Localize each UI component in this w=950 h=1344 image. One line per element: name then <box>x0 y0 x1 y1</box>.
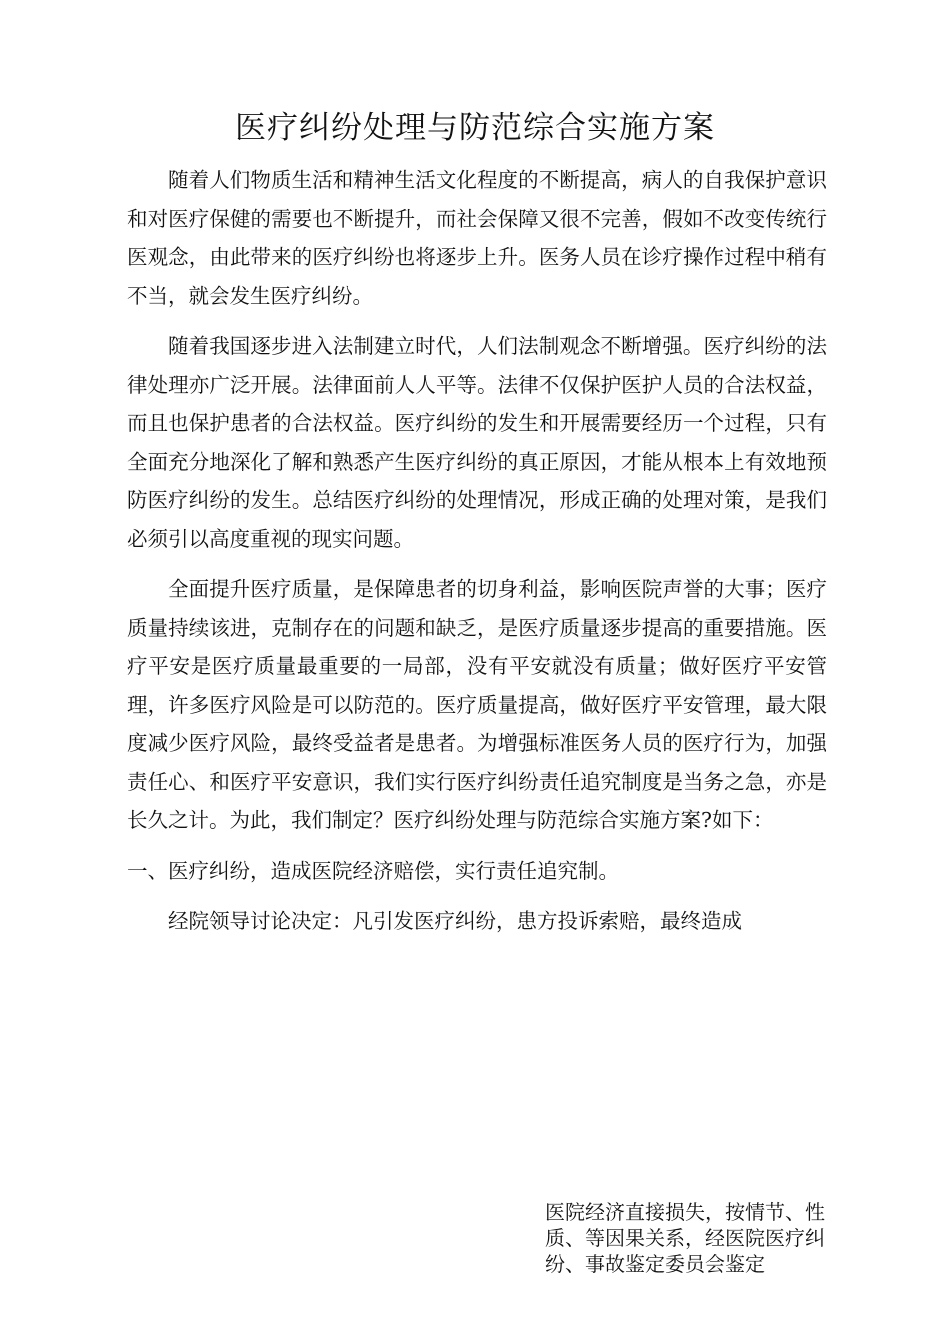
section-heading: 一、医疗纠纷，造成医院经济赔偿，实行责任追究制。 <box>127 858 619 883</box>
section-paragraph: 经院领导讨论决定：凡引发医疗纠纷，患方投诉索赔，最终造成 <box>168 909 742 933</box>
document-title: 医疗纠纷处理与防范综合实施方案 <box>235 110 715 146</box>
paragraph-intro: 随着人们物质生活和精神生活文化程度的不断提高，病人的自我保护意识和对医疗保健的需要也不断提升，而社会保障又很不完善，假如不改变传统行医观念，由此带来的医疗纠纷也将逐步上升。医务人员在诊疗操作过程中稍有不当，就会发生医疗纠纷。 <box>127 168 827 308</box>
document-body <box>127 161 827 941</box>
paragraph-legal: 随着我国逐步进入法制建立时代，人们法制观念不断增强。医疗纠纷的法律处理亦广泛开展。法律面前人人平等。法律不仅保护医护人员的合法权益，而且也保护患者的合法权益。医疗纠纷的发生和开展需要经历一个过程，只有全面充分地深化了解和熟悉产生医疗纠纷的真正原因，才能从根本上有效地预防医疗纠纷的发生。总结医疗纠纷的处理情况，形成正确的处理对策，是我们必须引以高度重视的现实问题。 <box>127 334 827 551</box>
paragraph-quality: 全面提升医疗质量，是保障患者的切身利益，影响医院声誉的大事；医疗质量持续该进，克制存在的问题和缺乏，是医疗质量逐步提高的重要措施。医疗平安是医疗质量最重要的一局部，没有平安就没有质量；做好医疗平安管理，许多医疗风险是可以防范的。医疗质量提高，做好医疗平安管理，最大限度减少医疗风险，最终受益者是患者。为增强标准医务人员的医疗行为，加强责任心、和医疗平安意识，我们实行医疗纠纷责任追究制度是当务之急，亦是长久之计。为此，我们制定？医疗纠纷处理与防范综合实施方案?如下： <box>127 577 827 832</box>
side-note-text: 医院经济直接损失，按情节、性质、等因果关系，经医院医疗纠纷、事故鉴定委员会鉴定 <box>545 1200 825 1276</box>
